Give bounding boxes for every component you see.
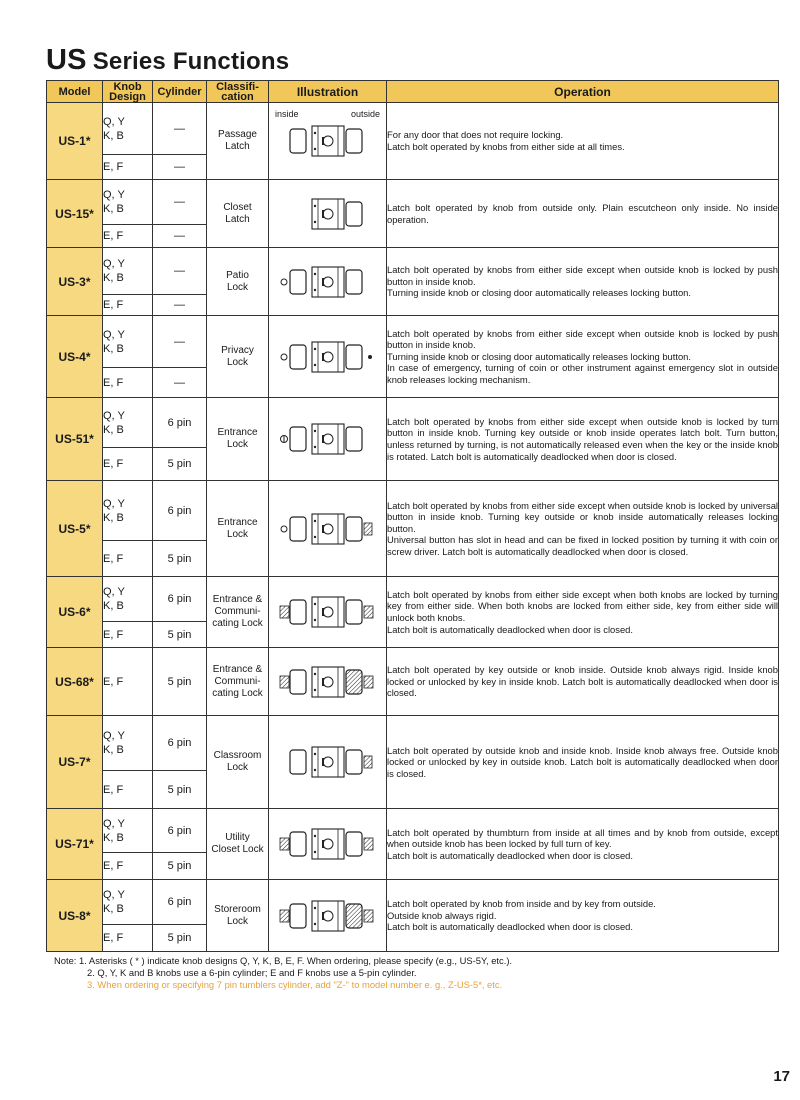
table-header-row (47, 81, 779, 103)
cylinder-cell: — (153, 248, 207, 295)
knob-design-cell: E, F (103, 541, 153, 577)
cylinder-cell: — (153, 295, 207, 316)
lockset-illustration (276, 339, 380, 375)
header-knob-design: Knob Design (103, 81, 153, 103)
cylinder-cell: 6 pin (153, 809, 207, 853)
series-prefix: US (46, 44, 87, 76)
table-row (47, 316, 779, 368)
operation-cell: Latch bolt operated by knobs from either side except when outside knob is locked by push button in inside knob. Turning inside knob or closing door automatically releases locking button. In case of emergency, turning of coin or other instrument against emergency slot in outside knob releases locking mechanism. (387, 316, 779, 398)
cylinder-cell: — (153, 316, 207, 368)
table-row (47, 103, 779, 155)
cylinder-cell: 5 pin (153, 622, 207, 648)
cylinder-cell: 5 pin (153, 925, 207, 952)
cylinder-cell: — (153, 225, 207, 248)
knob-design-cell: E, F (103, 368, 153, 398)
page-number: 17 (773, 1068, 790, 1085)
table-row (47, 481, 779, 541)
model-cell: US-68* (47, 648, 103, 716)
lockset-illustration (276, 196, 380, 232)
knob-design-cell: E, F (103, 448, 153, 481)
classification-cell: Closet Latch (207, 180, 269, 248)
cylinder-cell: — (153, 155, 207, 180)
operation-cell: Latch bolt operated by knobs from either side except when both knobs are locked by turning key from either side. When both knobs are locked from either side, key from either side will unlock both knobs. Latch bolt is automatically deadlocked when door is closed. (387, 577, 779, 648)
note-3: 3. When ordering or specifying 7 pin tumblers cylinder, add "Z-" to model number e. g., Z-US-5*, etc. (87, 979, 503, 990)
operation-cell: Latch bolt operated by knob from outside only. Plain escutcheon only inside. No inside operation. (387, 180, 779, 248)
knob-design-cell: Q, Y K, B (103, 716, 153, 771)
model-cell: US-5* (47, 481, 103, 577)
classification-cell: Entrance Lock (207, 398, 269, 481)
operation-cell: Latch bolt operated by outside knob and inside knob. Inside knob always free. Outside knob locked or unlocked by key in outside knob. Latch bolt is automatically deadlocked when door is closed. (387, 716, 779, 809)
classification-cell: Entrance & Communi- cating Lock (207, 648, 269, 716)
classification-cell: Entrance Lock (207, 481, 269, 577)
illustration-cell (269, 248, 387, 316)
cylinder-cell: 6 pin (153, 880, 207, 925)
cylinder-cell: 5 pin (153, 771, 207, 809)
cylinder-cell: 5 pin (153, 853, 207, 880)
cylinder-cell: — (153, 103, 207, 155)
lockset-illustration (276, 826, 380, 862)
functions-table (46, 80, 779, 952)
header-model: Model (47, 81, 103, 103)
knob-design-cell: E, F (103, 622, 153, 648)
model-cell: US-8* (47, 880, 103, 952)
knob-design-cell: Q, Y K, B (103, 880, 153, 925)
model-cell: US-51* (47, 398, 103, 481)
knob-design-cell: E, F (103, 925, 153, 952)
illustration-cell (269, 648, 387, 716)
knob-design-cell: E, F (103, 648, 153, 716)
header-illustration: Illustration (269, 81, 387, 103)
lockset-illustration (276, 123, 380, 159)
classification-cell: Classroom Lock (207, 716, 269, 809)
model-cell: US-6* (47, 577, 103, 648)
knob-design-cell: Q, Y K, B (103, 481, 153, 541)
cylinder-cell: 6 pin (153, 716, 207, 771)
table-row (47, 398, 779, 448)
lockset-illustration (276, 898, 380, 934)
cylinder-cell: 5 pin (153, 448, 207, 481)
classification-cell: Privacy Lock (207, 316, 269, 398)
knob-design-cell: Q, Y K, B (103, 316, 153, 368)
header-cylinder: Cylinder (153, 81, 207, 103)
cylinder-cell: 6 pin (153, 577, 207, 622)
cylinder-cell: 6 pin (153, 398, 207, 448)
illustration-cell (269, 103, 387, 180)
model-cell: US-4* (47, 316, 103, 398)
cylinder-cell: — (153, 368, 207, 398)
lockset-illustration (276, 594, 380, 630)
operation-cell: Latch bolt operated by thumbturn from inside at all times and by knob from outside, except when outside knob has been locked by full turn of key. Latch bolt is automatically deadlocked when door is closed. (387, 809, 779, 880)
table-row (47, 809, 779, 853)
classification-cell: Entrance & Communi- cating Lock (207, 577, 269, 648)
series-title: Series Functions (92, 48, 290, 75)
knob-design-cell: E, F (103, 225, 153, 248)
page-title (46, 44, 289, 77)
illustration-cell (269, 880, 387, 952)
illustration-cell (269, 398, 387, 481)
operation-cell: Latch bolt operated by key outside or knob inside. Outside knob always rigid. Inside knob locked or unlocked by key in inside knob. Latch bolt is automatically deadlocked when door is closed. (387, 648, 779, 716)
table-row (47, 180, 779, 225)
knob-design-cell: Q, Y K, B (103, 180, 153, 225)
table-row (47, 880, 779, 925)
classification-cell: Utility Closet Lock (207, 809, 269, 880)
illustration-cell (269, 577, 387, 648)
operation-cell: For any door that does not require locking. Latch bolt operated by knobs from either side at all times. (387, 103, 779, 180)
knob-design-cell: E, F (103, 771, 153, 809)
illustration-cell (269, 316, 387, 398)
operation-cell: Latch bolt operated by knobs from either side except when outside knob is locked by push button in inside knob. Turning inside knob or closing door automatically releases locking button. (387, 248, 779, 316)
operation-cell: Latch bolt operated by knob from inside and by key from outside. Outside knob always rigid. Latch bolt is automatically deadlocked when door is closed. (387, 880, 779, 952)
illustration-cell (269, 809, 387, 880)
model-cell: US-71* (47, 809, 103, 880)
cylinder-cell: 5 pin (153, 648, 207, 716)
cylinder-cell: 5 pin (153, 541, 207, 577)
header-operation: Operation (387, 81, 779, 103)
operation-cell: Latch bolt operated by knobs from either side except when outside knob is locked by turn button in inside knob. Turning key outside or knob inside operates latch bolt. Turn button, unless returned by turning, is not automatically released even when the key or the inside knob is rotated. Latch bolt is automatically deadlocked when door is closed. (387, 398, 779, 481)
illustration-cell (269, 481, 387, 577)
model-cell: US-7* (47, 716, 103, 809)
cylinder-cell: 6 pin (153, 481, 207, 541)
knob-design-cell: E, F (103, 295, 153, 316)
model-cell: US-15* (47, 180, 103, 248)
knob-design-cell: Q, Y K, B (103, 398, 153, 448)
illustration-cell (269, 180, 387, 248)
outside-label: outside (350, 109, 380, 119)
model-cell: US-1* (47, 103, 103, 180)
model-cell: US-3* (47, 248, 103, 316)
lockset-illustration (276, 264, 380, 300)
note-1: 1. Asterisks ( * ) indicate knob designs Q, Y, K, B, E, F. When ordering, please specify (e.g., US-5Y, etc.). (79, 955, 513, 966)
lockset-illustration (276, 664, 380, 700)
lockset-illustration (276, 421, 380, 457)
knob-design-cell: Q, Y K, B (103, 103, 153, 155)
illustration-cell (269, 716, 387, 809)
knob-design-cell: E, F (103, 853, 153, 880)
classification-cell: Patio Lock (207, 248, 269, 316)
knob-design-cell: Q, Y K, B (103, 809, 153, 853)
notes (54, 955, 774, 991)
classification-cell: Storeroom Lock (207, 880, 269, 952)
table-row (47, 648, 779, 716)
table-row (47, 248, 779, 295)
notes-label: Note: (54, 955, 77, 966)
table-row (47, 577, 779, 622)
lockset-illustration (276, 744, 380, 780)
classification-cell: Passage Latch (207, 103, 269, 180)
header-classification: Classifi- cation (207, 81, 269, 103)
table-row (47, 716, 779, 771)
knob-design-cell: E, F (103, 155, 153, 180)
inside-label: inside (275, 109, 299, 119)
operation-cell: Latch bolt operated by knobs from either side except when outside knob is locked by universal button in inside knob. Turning key outside or knob inside automatically releases locking button. Universal button has slot in head and can be fixed in locked position by turning it with coin or screw driver. Latch bolt is automatically deadlocked when door is closed. (387, 481, 779, 577)
knob-design-cell: Q, Y K, B (103, 248, 153, 295)
knob-design-cell: Q, Y K, B (103, 577, 153, 622)
note-2: 2. Q, Y, K and B knobs use a 6-pin cylinder; E and F knobs use a 5-pin cylinder. (87, 967, 417, 978)
lockset-illustration (276, 511, 380, 547)
cylinder-cell: — (153, 180, 207, 225)
